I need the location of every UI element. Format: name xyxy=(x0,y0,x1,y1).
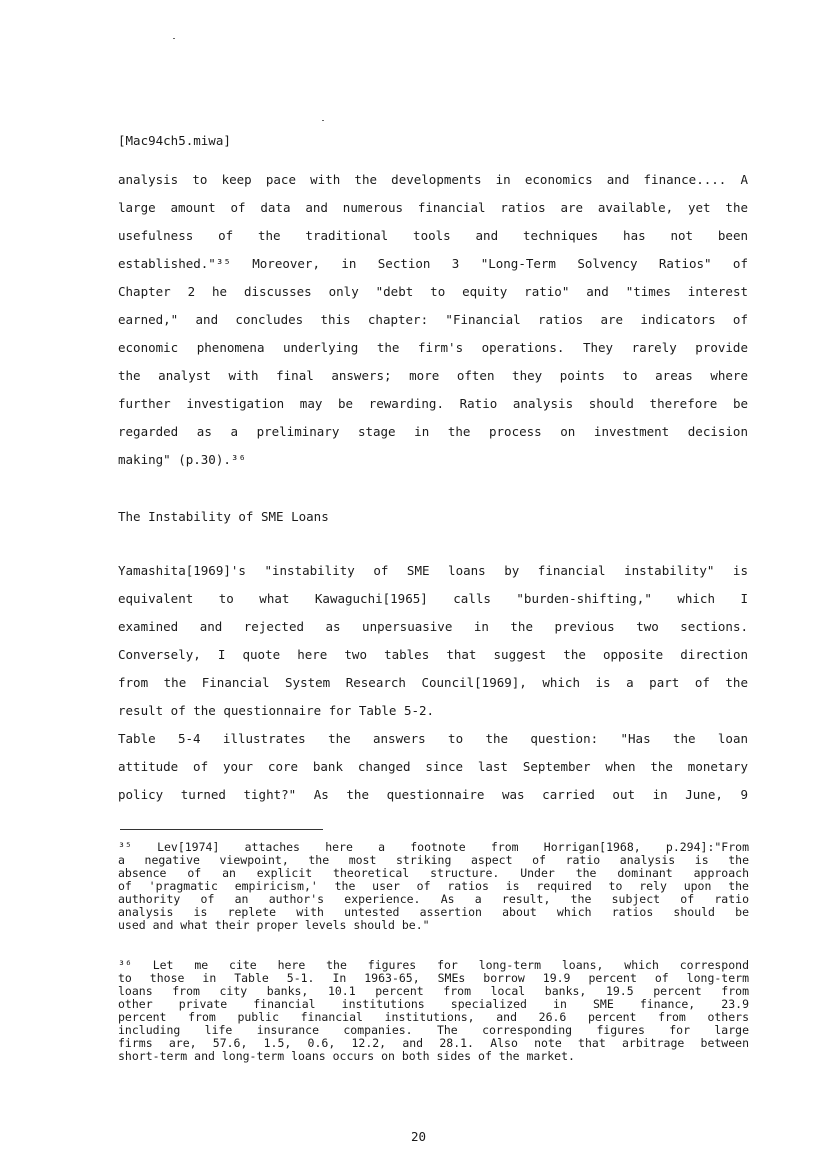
footnote-line: ³⁵ Lev[1974] attaches here a footnote from Horrigan[1968, p.294]:"From xyxy=(118,840,749,854)
body-line: Conversely, I quote here two tables that suggest the opposite direction xyxy=(118,647,748,662)
footnote-line: used and what their proper levels should be." xyxy=(118,918,430,932)
footnote-line: loans from city banks, 10.1 percent from local banks, 19.5 percent from xyxy=(118,984,749,998)
body-line: further investigation may be rewarding. Ratio analysis should therefore be xyxy=(118,396,748,411)
body-line: equivalent to what Kawaguchi[1965] calls "burden-shifting," which I xyxy=(118,591,748,606)
body-line: attitude of your core bank changed since last September when the monetary xyxy=(118,759,748,774)
body-line: result of the questionnaire for Table 5-2. xyxy=(118,703,435,718)
footnote-line: authority of an author's experience. As a result, the subject of ratio xyxy=(118,892,749,906)
body-line: established."³⁵ Moreover, in Section 3 "Long-Term Solvency Ratios" of xyxy=(118,256,748,271)
footnote-line: percent from public financial institutions, and 26.6 percent from others xyxy=(118,1010,749,1024)
body-line: Chapter 2 he discusses only "debt to equity ratio" and "times interest xyxy=(118,284,748,299)
body-line: regarded as a preliminary stage in the process on investment decision xyxy=(118,424,748,439)
body-line: large amount of data and numerous financial ratios are available, yet the xyxy=(118,200,748,215)
footnote-line: including life insurance companies. The corresponding figures for large xyxy=(118,1023,749,1037)
file-identifier: [Mac94ch5.miwa] xyxy=(118,133,231,148)
section-heading: The Instability of SME Loans xyxy=(118,509,329,524)
body-line: Table 5-4 illustrates the answers to the question: "Has the loan xyxy=(118,731,748,746)
page-number: 20 xyxy=(411,1129,427,1144)
scan-speck xyxy=(173,38,175,39)
footnote-line: of 'pragmatic empiricism,' the user of ratios is required to rely upon the xyxy=(118,879,749,893)
footnote-line: a negative viewpoint, the most striking aspect of ratio analysis is the xyxy=(118,853,749,867)
footnote-line: other private financial institutions specialized in SME finance, 23.9 xyxy=(118,997,749,1011)
body-line: Yamashita[1969]'s "instability of SME loans by financial instability" is xyxy=(118,563,748,578)
body-line: the analyst with final answers; more often they points to areas where xyxy=(118,368,748,383)
body-line: from the Financial System Research Council[1969], which is a part of the xyxy=(118,675,748,690)
body-line: making" (p.30).³⁶ xyxy=(118,452,246,467)
footnote-line: short-term and long-term loans occurs on both sides of the market. xyxy=(118,1049,575,1063)
body-line: earned," and concludes this chapter: "Financial ratios are indicators of xyxy=(118,312,748,327)
footnote-line: analysis is replete with untested assertion about which ratios should be xyxy=(118,905,749,919)
footnote-line: absence of an explicit theoretical structure. Under the dominant approach xyxy=(118,866,749,880)
footnote-line: ³⁶ Let me cite here the figures for long-term loans, which correspond xyxy=(118,958,749,972)
body-line: policy turned tight?" As the questionnaire was carried out in June, 9 xyxy=(118,787,748,802)
footnote-line: to those in Table 5-1. In 1963-65, SMEs borrow 19.9 percent of long-term xyxy=(118,971,749,985)
body-line: analysis to keep pace with the developments in economics and finance.... A xyxy=(118,172,748,187)
body-line: examined and rejected as unpersuasive in the previous two sections. xyxy=(118,619,748,634)
footnote-line: firms are, 57.6, 1.5, 0.6, 12.2, and 28.1. Also note that arbitrage between xyxy=(118,1036,749,1050)
body-line: usefulness of the traditional tools and techniques has not been xyxy=(118,228,748,243)
body-line: economic phenomena underlying the firm's operations. They rarely provide xyxy=(118,340,748,355)
footnote-separator xyxy=(120,829,323,830)
scan-speck xyxy=(322,120,324,121)
